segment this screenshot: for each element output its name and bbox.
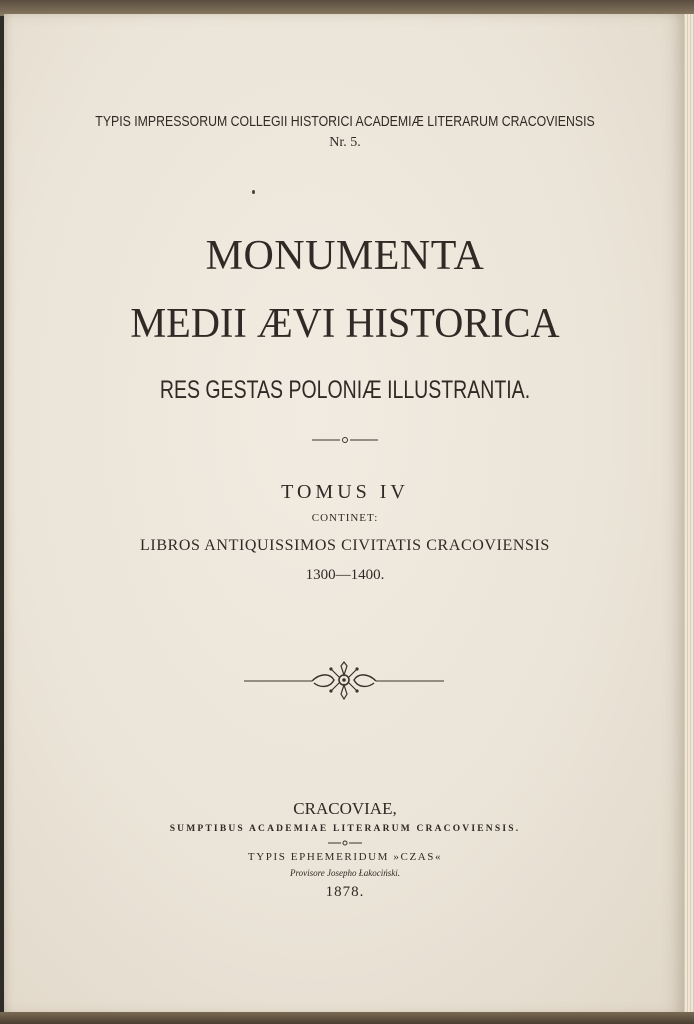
- ink-speck: [252, 190, 255, 194]
- imprint-printer: TYPIS EPHEMERIDUM »CZAS«: [247, 851, 443, 863]
- imprint-manager: Provisore Josepho Łakociński.: [289, 868, 401, 878]
- contents-title: LIBROS ANTIQUISSIMOS CIVITATIS CRACOVIENSIS: [140, 537, 550, 554]
- publication-year: 1878.: [325, 884, 365, 900]
- imprint-sponsor: SUMPTIBUS ACADEMIAE LITERARUM CRACOVIENSIS.: [169, 824, 521, 834]
- title-line-2: MEDII ÆVI HISTORICA: [130, 301, 560, 347]
- title-line-1: MONUMENTA: [205, 233, 485, 279]
- series-line: TYPIS IMPRESSORUM COLLEGII HISTORICI ACADEMIÆ LITERARUM CRACOVIENSIS: [95, 113, 595, 130]
- small-divider-ornament: [310, 434, 380, 446]
- subtitle: RES GESTAS POLONIÆ ILLUSTRANTIA.: [159, 376, 531, 404]
- series-number: Nr. 5.: [329, 135, 361, 150]
- book-cover-bottom-edge: [0, 1012, 694, 1024]
- volume-label: TOMUS IV: [281, 481, 409, 503]
- imprint-divider-ornament: [327, 838, 363, 848]
- year-range: 1300—1400.: [305, 567, 385, 583]
- imprint-place: CRACOVIAE,: [293, 799, 397, 818]
- floral-ornament-icon: [242, 658, 446, 702]
- contains-label: CONTINET:: [311, 512, 379, 524]
